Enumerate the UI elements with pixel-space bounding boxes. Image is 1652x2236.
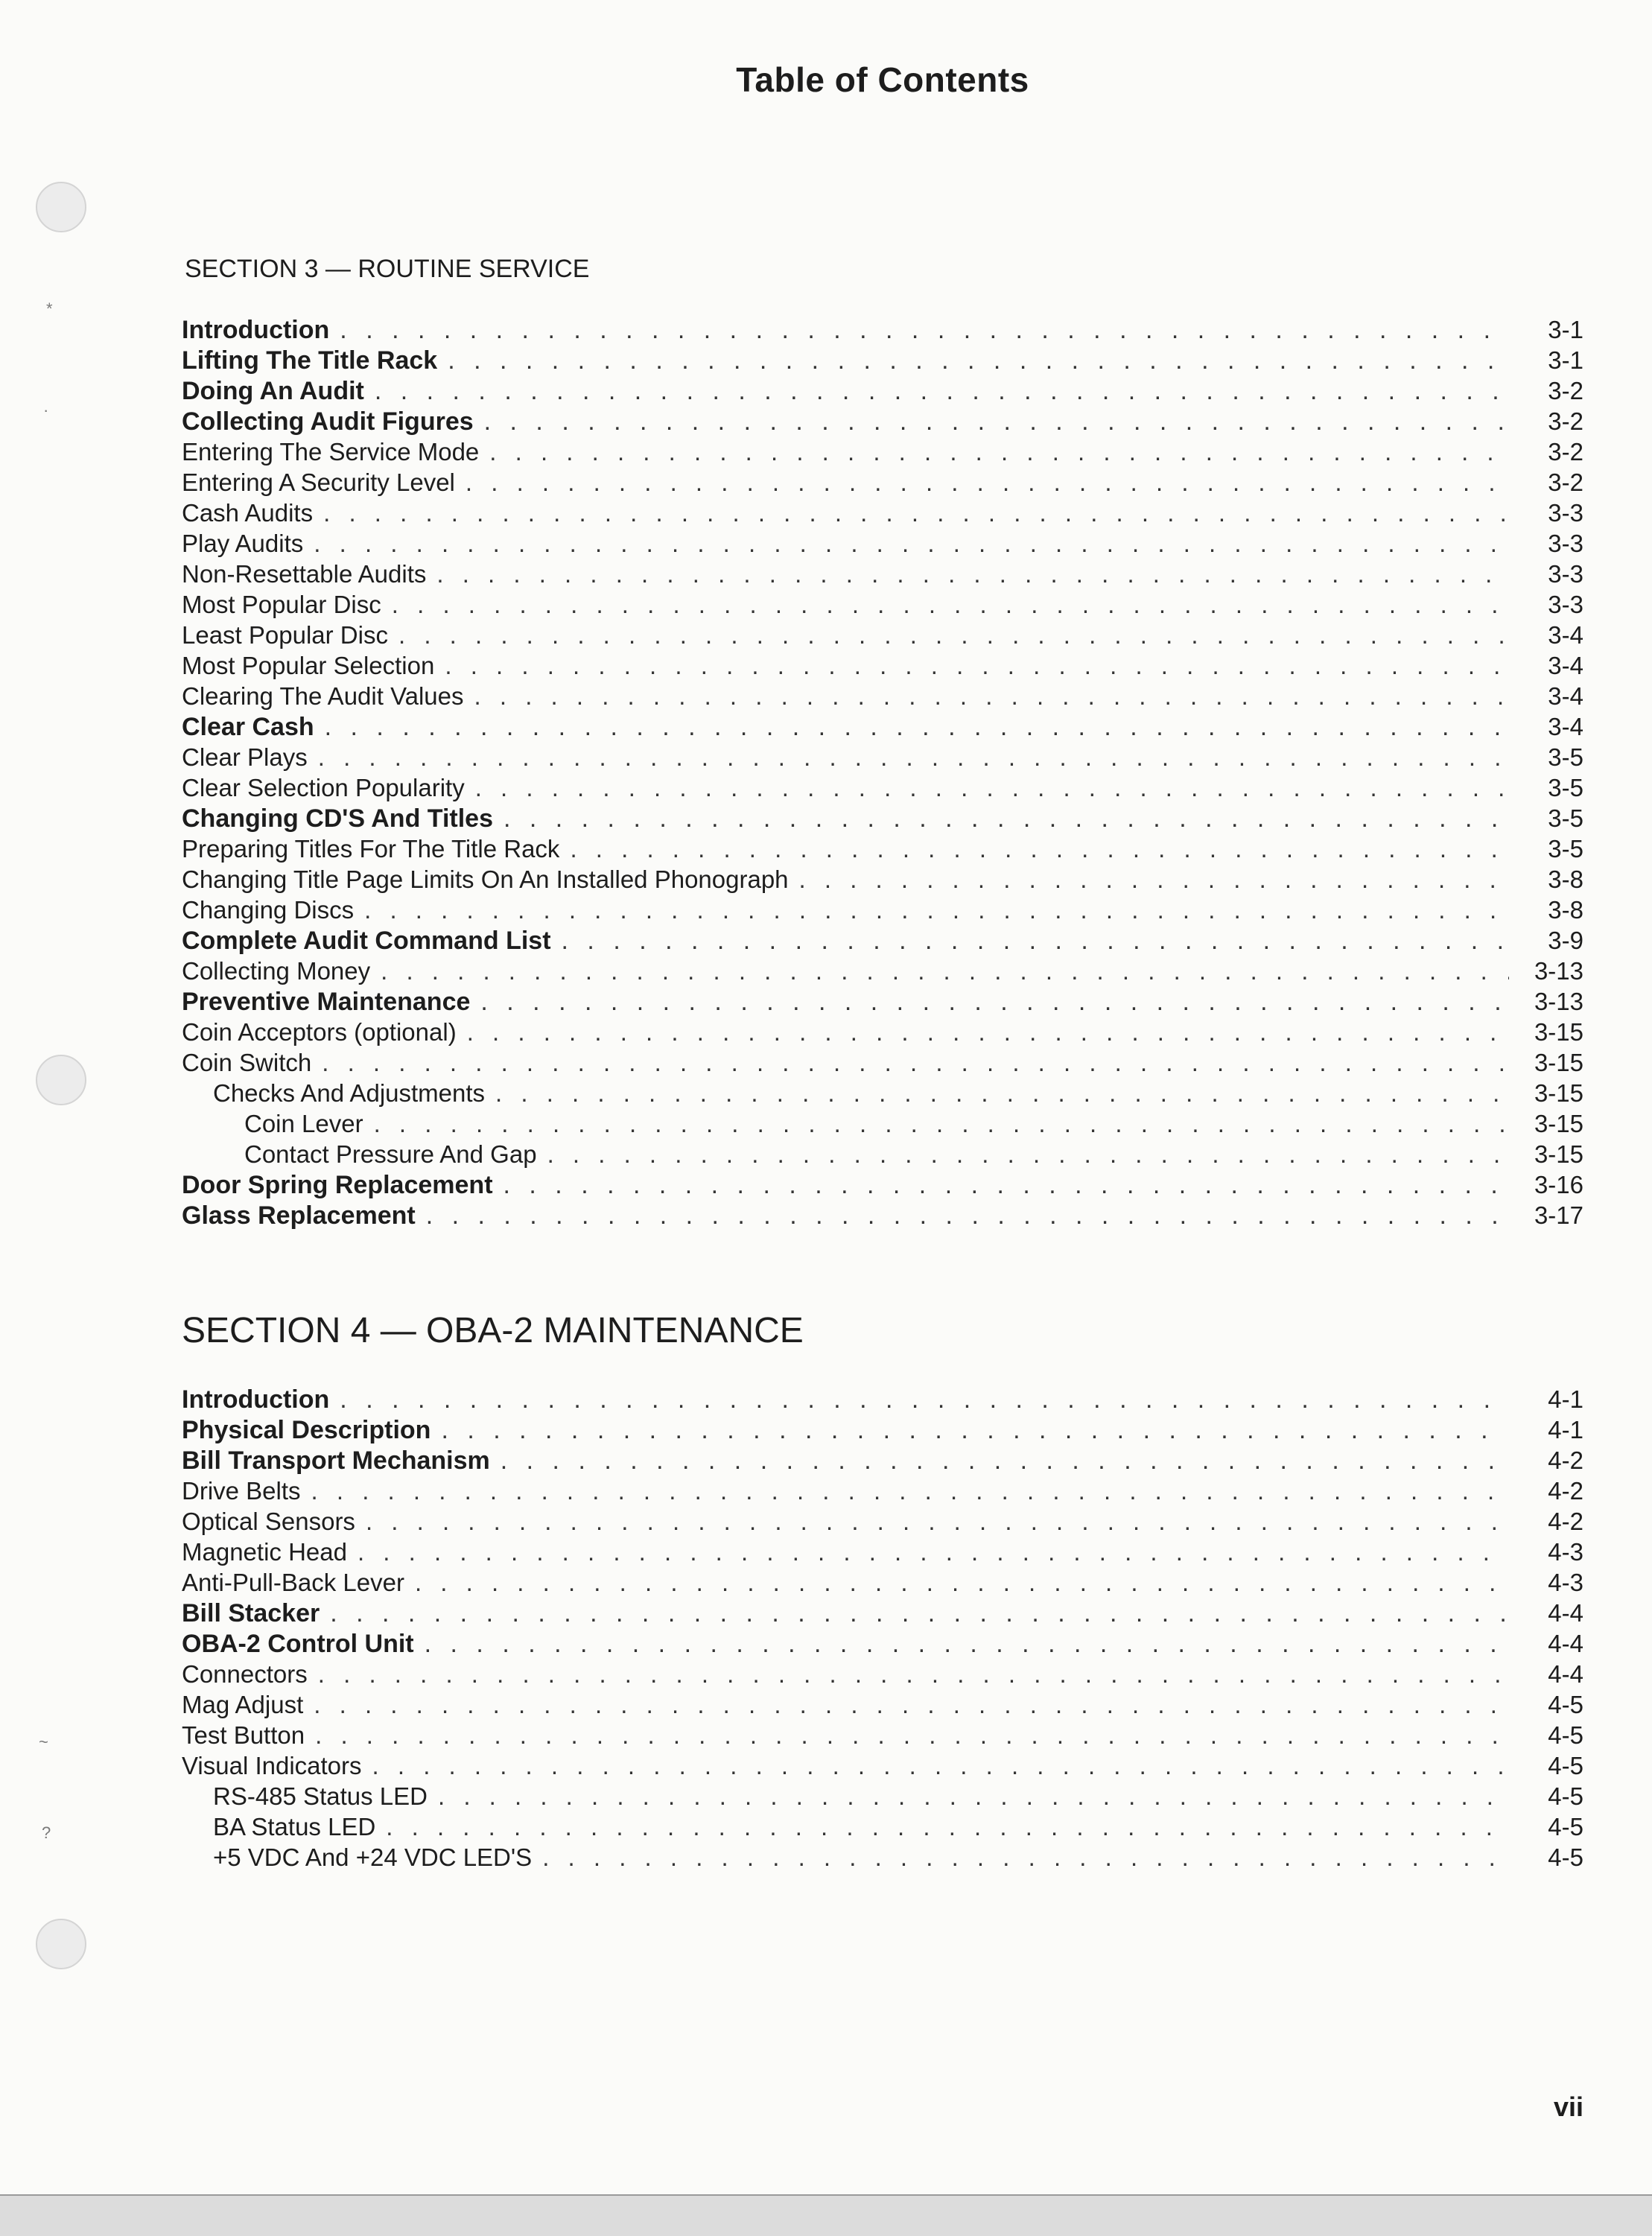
toc-entry bbox=[182, 681, 1583, 711]
section-4 bbox=[182, 1309, 1583, 1873]
toc-entry bbox=[182, 1628, 1583, 1659]
dot-leader bbox=[503, 804, 1509, 834]
toc-entry bbox=[182, 436, 1583, 467]
toc-entry-page: 4-2 bbox=[1548, 1446, 1583, 1474]
dot-leader bbox=[392, 589, 1509, 620]
toc-list bbox=[182, 314, 1583, 1230]
toc-entry-title: Collecting Money bbox=[182, 957, 371, 985]
toc-entry-page: 3-5 bbox=[1548, 835, 1583, 863]
toc-entry bbox=[182, 772, 1583, 803]
toc-entry-page: 3-4 bbox=[1548, 713, 1583, 740]
toc-entry-title: Cash Audits bbox=[182, 499, 314, 527]
dot-leader bbox=[475, 772, 1509, 803]
toc-entry-page: 3-15 bbox=[1534, 1140, 1583, 1168]
toc-entry-title: Most Popular Selection bbox=[182, 652, 435, 679]
toc-entry-page: 4-4 bbox=[1548, 1660, 1583, 1688]
dot-leader bbox=[318, 742, 1509, 772]
toc-entry-page: 3-15 bbox=[1534, 1018, 1583, 1046]
toc-entry bbox=[182, 1781, 1583, 1811]
dot-leader bbox=[799, 864, 1509, 895]
toc-entry-title: Test Button bbox=[182, 1721, 305, 1749]
toc-entry-page: 3-8 bbox=[1548, 866, 1583, 893]
toc-entry-title: Coin Switch bbox=[182, 1049, 312, 1076]
section-3 bbox=[182, 250, 1583, 1230]
dot-leader bbox=[374, 1108, 1509, 1139]
dot-leader bbox=[364, 895, 1509, 925]
toc-entry-title: Bill Stacker bbox=[182, 1599, 320, 1627]
toc-entry-title: Most Popular Disc bbox=[182, 591, 381, 618]
dot-leader bbox=[315, 1720, 1509, 1750]
toc-entry-page: 3-2 bbox=[1548, 407, 1583, 435]
toc-entry bbox=[182, 345, 1583, 375]
dot-leader bbox=[562, 926, 1509, 956]
toc-entry-title: Introduction bbox=[182, 316, 330, 344]
dot-leader bbox=[398, 620, 1509, 650]
toc-entry-title: Optical Sensors bbox=[182, 1508, 355, 1535]
dot-leader bbox=[436, 559, 1509, 589]
toc-entry-title: Introduction bbox=[182, 1385, 330, 1414]
dot-leader bbox=[503, 1170, 1509, 1201]
toc-entry-page: 3-3 bbox=[1548, 560, 1583, 588]
toc-entry-page: 4-5 bbox=[1548, 1752, 1583, 1779]
margin-speck: ~ bbox=[39, 1732, 48, 1751]
toc-entry-title: Preventive Maintenance bbox=[182, 988, 471, 1016]
toc-entry bbox=[182, 467, 1583, 498]
toc-entry bbox=[182, 1689, 1583, 1720]
toc-entry-page: 4-5 bbox=[1548, 1813, 1583, 1840]
dot-leader bbox=[372, 1750, 1509, 1781]
toc-entry bbox=[182, 1047, 1583, 1078]
toc-entry-title: Doing An Audit bbox=[182, 377, 364, 405]
toc-entry bbox=[182, 1445, 1583, 1476]
toc-entry bbox=[182, 1108, 1583, 1139]
toc-entry-page: 3-17 bbox=[1534, 1201, 1583, 1229]
toc-entry-page: 3-15 bbox=[1534, 1049, 1583, 1076]
margin-speck: * bbox=[46, 299, 53, 318]
toc-entry bbox=[182, 1169, 1583, 1200]
toc-entry bbox=[182, 406, 1583, 436]
toc-entry-page: 4-2 bbox=[1548, 1477, 1583, 1505]
toc-entry-page: 3-4 bbox=[1548, 621, 1583, 649]
dot-leader bbox=[330, 1598, 1509, 1629]
toc-entry bbox=[182, 1139, 1583, 1169]
dot-leader bbox=[570, 833, 1509, 864]
toc-entry bbox=[182, 1078, 1583, 1108]
toc-entry-page: 3-5 bbox=[1548, 804, 1583, 832]
toc-entry-page: 3-15 bbox=[1534, 1110, 1583, 1137]
toc-entry-title: RS-485 Status LED bbox=[213, 1782, 428, 1810]
toc-entry bbox=[182, 620, 1583, 650]
toc-entry bbox=[182, 1811, 1583, 1842]
toc-entry bbox=[182, 1720, 1583, 1750]
toc-entry-title: Play Audits bbox=[182, 530, 304, 557]
dot-leader bbox=[340, 315, 1509, 346]
dot-leader bbox=[467, 1017, 1509, 1047]
toc-entry-title: Magnetic Head bbox=[182, 1538, 347, 1566]
dot-leader bbox=[311, 1476, 1509, 1506]
toc-entry bbox=[182, 1506, 1583, 1537]
toc-entry-page: 4-5 bbox=[1548, 1721, 1583, 1749]
toc-entry-title: Entering A Security Level bbox=[182, 469, 455, 496]
toc-entry-page: 4-2 bbox=[1548, 1508, 1583, 1535]
toc-entry-page: 3-3 bbox=[1548, 591, 1583, 618]
toc-entry-title: Anti-Pull-Back Lever bbox=[182, 1569, 404, 1596]
toc-entry bbox=[182, 742, 1583, 772]
toc-entry bbox=[182, 864, 1583, 895]
toc-entry bbox=[182, 1567, 1583, 1598]
dot-leader bbox=[366, 1506, 1509, 1537]
dot-leader bbox=[322, 1047, 1509, 1078]
toc-entry-page: 3-13 bbox=[1534, 988, 1583, 1015]
toc-entry-title: Clearing The Audit Values bbox=[182, 682, 464, 710]
toc-entry-title: Changing Discs bbox=[182, 896, 355, 924]
toc-entry-title: BA Status LED bbox=[213, 1813, 376, 1840]
toc-entry bbox=[182, 1017, 1583, 1047]
toc-entry-page: 3-9 bbox=[1548, 927, 1583, 954]
toc-entry-title: Changing Title Page Limits On An Installed Phonograph bbox=[182, 866, 789, 893]
toc-entry-title: +5 VDC And +24 VDC LED'S bbox=[213, 1843, 533, 1871]
toc-entry bbox=[182, 528, 1583, 559]
toc-entry bbox=[182, 1200, 1583, 1230]
toc-entry-title: Complete Audit Command List bbox=[182, 927, 551, 955]
toc-entry bbox=[182, 956, 1583, 986]
toc-entry bbox=[182, 986, 1583, 1017]
toc-entry-page: 4-5 bbox=[1548, 1691, 1583, 1718]
punch-hole-middle bbox=[36, 1055, 86, 1105]
toc-entry-title: Checks And Adjustments bbox=[213, 1079, 486, 1107]
dot-leader bbox=[425, 1629, 1509, 1659]
toc-entry-page: 3-1 bbox=[1548, 316, 1583, 343]
toc-entry bbox=[182, 1537, 1583, 1567]
toc-entry bbox=[182, 1384, 1583, 1414]
dot-leader bbox=[445, 650, 1509, 681]
dot-leader bbox=[484, 407, 1509, 437]
dot-leader bbox=[415, 1567, 1509, 1598]
toc-entry-title: Clear Plays bbox=[182, 743, 308, 771]
toc-entry-page: 3-2 bbox=[1548, 438, 1583, 466]
toc-entry-page: 4-4 bbox=[1548, 1630, 1583, 1657]
toc-entry-title: Contact Pressure And Gap bbox=[244, 1140, 537, 1168]
toc-entry-title: Physical Description bbox=[182, 1416, 431, 1444]
toc-entry bbox=[182, 1750, 1583, 1781]
page-number: vii bbox=[1553, 2092, 1583, 2122]
toc-entry bbox=[182, 559, 1583, 589]
toc-entry-title: Coin Lever bbox=[244, 1110, 363, 1137]
toc-entry-page: 3-5 bbox=[1548, 774, 1583, 801]
dot-leader bbox=[386, 1811, 1509, 1842]
margin-speck: · bbox=[43, 401, 49, 419]
dot-leader bbox=[426, 1201, 1509, 1231]
toc-entry-page: 3-2 bbox=[1548, 469, 1583, 496]
toc-entry-title: Door Spring Replacement bbox=[182, 1171, 493, 1199]
toc-entry-page: 4-3 bbox=[1548, 1569, 1583, 1596]
dot-leader bbox=[480, 987, 1509, 1017]
toc-entry bbox=[182, 803, 1583, 833]
section-heading: SECTION 4 — OBA-2 MAINTENANCE bbox=[182, 1311, 804, 1350]
toc-entry-page: 3-15 bbox=[1534, 1079, 1583, 1107]
toc-entry bbox=[182, 833, 1583, 864]
toc-entry-page: 4-5 bbox=[1548, 1843, 1583, 1871]
dot-leader bbox=[501, 1446, 1509, 1476]
toc-entry-page: 3-5 bbox=[1548, 743, 1583, 771]
toc-entry-page: 3-8 bbox=[1548, 896, 1583, 924]
dot-leader bbox=[323, 498, 1509, 528]
toc-entry-page: 4-3 bbox=[1548, 1538, 1583, 1566]
toc-entry-page: 3-2 bbox=[1548, 377, 1583, 404]
toc-entry-title: Lifting The Title Rack bbox=[182, 346, 438, 375]
dot-leader bbox=[325, 712, 1509, 743]
toc-entry-page: 3-4 bbox=[1548, 652, 1583, 679]
dot-leader bbox=[314, 1689, 1509, 1720]
section-heading: SECTION 3 — ROUTINE SERVICE bbox=[185, 255, 590, 283]
toc-entry-title: Changing CD'S And Titles bbox=[182, 804, 493, 833]
toc-entry-title: Glass Replacement bbox=[182, 1201, 416, 1230]
dot-leader bbox=[474, 681, 1509, 711]
toc-entry-page: 4-4 bbox=[1548, 1599, 1583, 1627]
toc-entry-title: Clear Cash bbox=[182, 713, 314, 741]
toc-entry-title: Coin Acceptors (optional) bbox=[182, 1018, 457, 1046]
toc-entry-title: Preparing Titles For The Title Rack bbox=[182, 835, 560, 863]
toc-entry-title: Least Popular Disc bbox=[182, 621, 388, 649]
toc-entry bbox=[182, 1414, 1583, 1445]
toc-entry bbox=[182, 650, 1583, 681]
scan-bottom-edge bbox=[0, 2194, 1652, 2236]
toc-entry-page: 3-3 bbox=[1548, 530, 1583, 557]
toc-entry-title: Drive Belts bbox=[182, 1477, 301, 1505]
dot-leader bbox=[489, 436, 1509, 467]
toc-entry-page: 3-13 bbox=[1534, 957, 1583, 985]
dot-leader bbox=[441, 1415, 1509, 1446]
dot-leader bbox=[381, 956, 1509, 986]
toc-entry-title: Bill Transport Mechanism bbox=[182, 1446, 490, 1475]
toc-entry-title: Visual Indicators bbox=[182, 1752, 362, 1779]
toc-entry-title: OBA-2 Control Unit bbox=[182, 1630, 414, 1658]
toc-entry bbox=[182, 1842, 1583, 1873]
dot-leader bbox=[448, 346, 1509, 376]
toc-entry-page: 3-1 bbox=[1548, 346, 1583, 374]
toc-entry bbox=[182, 498, 1583, 528]
dot-leader bbox=[542, 1842, 1509, 1873]
toc-entry-page: 4-1 bbox=[1548, 1416, 1583, 1443]
toc-entry-page: 3-3 bbox=[1548, 499, 1583, 527]
toc-entry-page: 3-16 bbox=[1534, 1171, 1583, 1198]
toc-entry bbox=[182, 589, 1583, 620]
page-title: Table of Contents bbox=[736, 60, 1029, 99]
dot-leader bbox=[358, 1537, 1509, 1567]
dot-leader bbox=[495, 1078, 1509, 1108]
toc-entry-title: Mag Adjust bbox=[182, 1691, 304, 1718]
toc-entry-page: 4-5 bbox=[1548, 1782, 1583, 1810]
dot-leader bbox=[438, 1781, 1509, 1811]
toc-entry bbox=[182, 895, 1583, 925]
toc-entry-title: Clear Selection Popularity bbox=[182, 774, 465, 801]
punch-hole-top bbox=[36, 182, 86, 232]
toc-entry bbox=[182, 1659, 1583, 1689]
toc-entry bbox=[182, 925, 1583, 956]
margin-speck: ? bbox=[42, 1823, 51, 1842]
toc-entry-title: Non-Resettable Audits bbox=[182, 560, 427, 588]
toc-entry-page: 4-1 bbox=[1548, 1385, 1583, 1413]
toc-entry-title: Entering The Service Mode bbox=[182, 438, 480, 466]
dot-leader bbox=[547, 1139, 1509, 1169]
toc-entry bbox=[182, 711, 1583, 742]
dot-leader bbox=[375, 376, 1509, 407]
toc-entry bbox=[182, 1598, 1583, 1628]
toc-entry bbox=[182, 1476, 1583, 1506]
dot-leader bbox=[318, 1659, 1509, 1689]
toc-entry bbox=[182, 314, 1583, 345]
toc-entry-page: 3-4 bbox=[1548, 682, 1583, 710]
dot-leader bbox=[340, 1385, 1509, 1415]
toc-entry bbox=[182, 375, 1583, 406]
punch-hole-bottom bbox=[36, 1919, 86, 1969]
dot-leader bbox=[466, 467, 1509, 498]
toc-list bbox=[182, 1384, 1583, 1873]
dot-leader bbox=[314, 528, 1509, 559]
toc-entry-title: Connectors bbox=[182, 1660, 308, 1688]
toc-entry-title: Collecting Audit Figures bbox=[182, 407, 474, 436]
